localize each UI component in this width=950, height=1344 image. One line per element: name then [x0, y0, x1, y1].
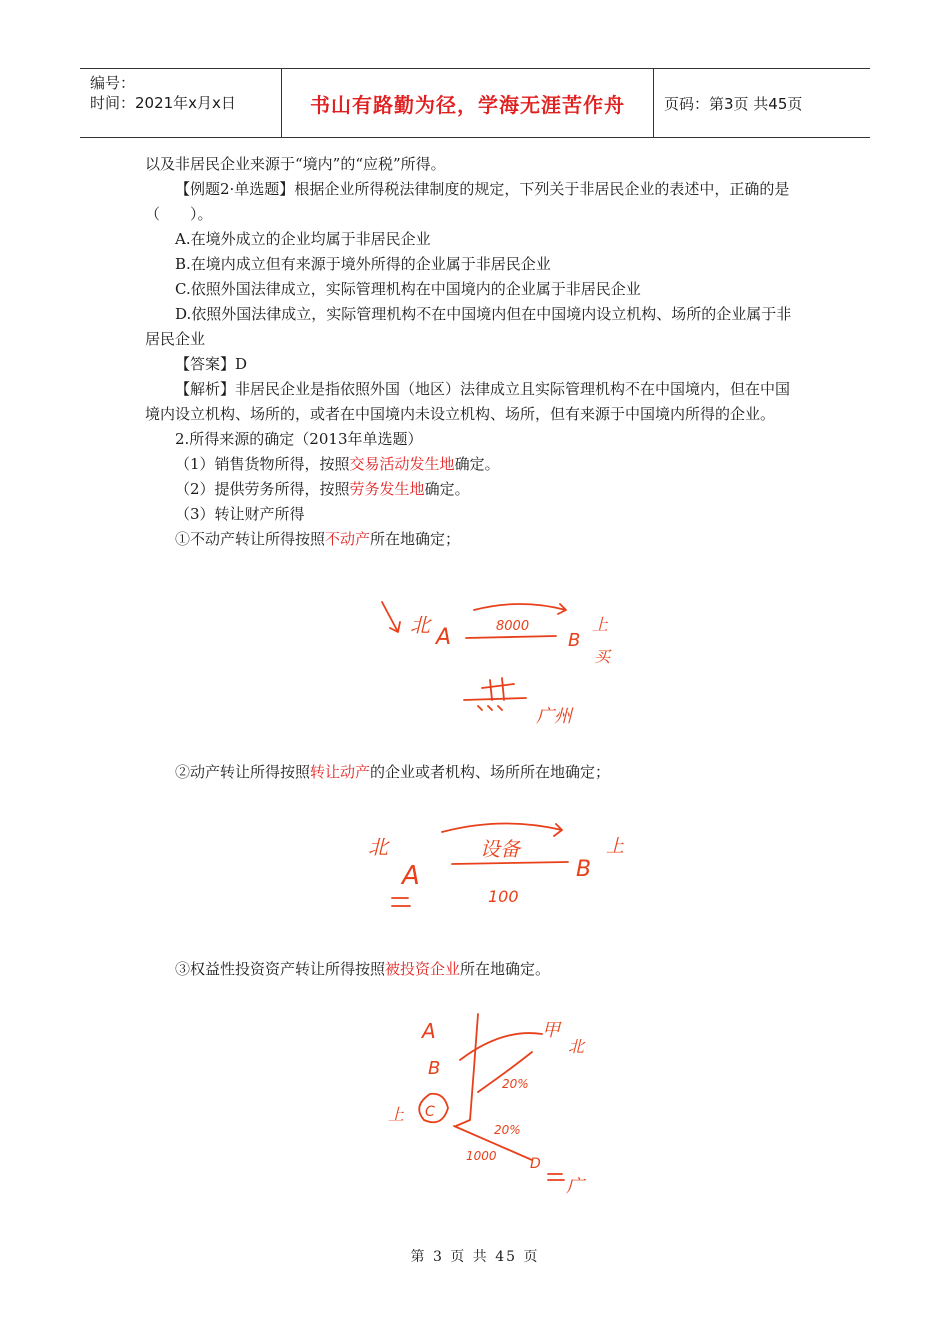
header-meta	[80, 69, 282, 137]
question-tag: 【例题2·单选题】	[175, 180, 295, 198]
sketch1-right-top: 上	[592, 615, 609, 634]
sketch1-right-bottom: 买	[594, 647, 611, 666]
rule-movable-highlight: 转让动产	[310, 763, 371, 781]
sketch2-top-label: 设备	[480, 837, 520, 861]
option-a: A.在境外成立的企业均属于非居民企业	[175, 230, 431, 248]
sketch2-right-label: 上	[606, 836, 624, 857]
body-line-1: 以及非居民企业来源于“境内”的“应税”所得。	[145, 155, 446, 173]
document-body-2	[145, 760, 805, 785]
answer-tag: 【答案】	[175, 355, 236, 373]
sketch1-b-label: B	[568, 630, 581, 651]
sketch2-a-label: A	[402, 861, 420, 891]
sketch1-bottom-label: 广州	[536, 706, 572, 727]
sketch-equity	[382, 1008, 612, 1212]
header-motto: 书山有路勤为径，学海无涯苦作舟	[282, 69, 654, 137]
sketch2-amount: 100	[488, 887, 519, 906]
sketch3-amount: 1000	[466, 1149, 497, 1163]
doc-time-label: 时间：2021年x月x日	[90, 94, 236, 112]
document-body-3	[145, 957, 805, 982]
rule-property-title: （3）转让财产所得	[175, 505, 305, 523]
sketch-movable	[362, 812, 642, 926]
doc-number-label: 编号：	[90, 74, 136, 92]
sketch3-pct2: 20%	[494, 1123, 521, 1137]
option-b: B.在境内成立但有来源于境外所得的企业属于非居民企业	[175, 255, 551, 273]
rule-equity-post: 所在地确定。	[460, 960, 551, 978]
rule-goods-post: 确定。	[454, 455, 500, 473]
sketch2-b-label: B	[576, 857, 592, 882]
rule-real-estate	[145, 527, 805, 552]
analysis-paragraph	[145, 377, 805, 427]
analysis-tag: 【解析】	[175, 380, 236, 398]
option-d: D.依照外国法律成立，实际管理机构不在中国境内但在中国境内设立机构、场所的企业属于非居民企业	[145, 305, 792, 348]
sketch-real-estate	[370, 592, 630, 746]
option-c: C.依照外国法律成立，实际管理机构在中国境内的企业属于非居民企业	[175, 280, 641, 298]
sketch3-left-label: 上	[388, 1105, 405, 1124]
rule-real-estate-pre: ①不动产转让所得按照	[175, 530, 326, 548]
rule-services-highlight: 劳务发生地	[349, 480, 425, 498]
sketch1-a-label: A	[436, 625, 452, 650]
sketch3-b-label: B	[428, 1058, 441, 1079]
rule-real-estate-highlight: 不动产	[325, 530, 371, 548]
page-header	[80, 68, 870, 138]
answer-line	[145, 352, 805, 377]
document-body	[145, 152, 805, 552]
answer-value: D	[235, 355, 248, 373]
sketch3-jia-label: 甲	[542, 1020, 560, 1041]
header-page-label: 页码：第3页 共45页	[664, 94, 803, 113]
rule-movable-pre: ②动产转让所得按照	[175, 763, 311, 781]
rule-services-pre: （2）提供劳务所得，按照	[175, 480, 350, 498]
sketch1-amount: 8000	[496, 619, 530, 634]
page-footer: 第 3 页 共 45 页	[410, 1249, 540, 1265]
rule-goods	[145, 452, 805, 477]
sketch3-d-label: D	[530, 1156, 541, 1172]
rule-services	[145, 477, 805, 502]
rule-movable-post: 的企业或者机构、场所所在地确定；	[370, 763, 611, 781]
sketch3-guang-label: 广	[566, 1176, 584, 1197]
sketch3-a-label: A	[422, 1019, 436, 1043]
section-2-title: 2.所得来源的确定（2013年单选题）	[175, 430, 423, 448]
rule-goods-highlight: 交易活动发生地	[349, 455, 455, 473]
question-paragraph	[145, 177, 805, 227]
sketch2-left-label: 北	[368, 835, 388, 859]
sketch3-pct1: 20%	[502, 1077, 529, 1091]
rule-services-post: 确定。	[424, 480, 470, 498]
analysis-text: 非居民企业是指依照外国（地区）法律成立且实际管理机构不在中国境内，但在中国境内设立机构、场所的，或者在中国境内未设立机构、场所，但有来源于中国境内所得的企业。	[145, 380, 791, 423]
sketch1-left-label: 北	[410, 613, 430, 637]
rule-equity	[145, 957, 805, 982]
rule-equity-pre: ③权益性投资资产转让所得按照	[175, 960, 386, 978]
sketch3-bei-label: 北	[568, 1037, 585, 1056]
rule-goods-pre: （1）销售货物所得，按照	[175, 455, 350, 473]
sketch3-c-label: C	[425, 1104, 435, 1120]
rule-real-estate-post: 所在地确定；	[370, 530, 461, 548]
question-text: 根据企业所得税法律制度的规定，下列关于非居民企业的表述中，正确的是（ ）。	[145, 180, 790, 223]
rule-movable	[145, 760, 805, 785]
rule-equity-highlight: 被投资企业	[385, 960, 461, 978]
